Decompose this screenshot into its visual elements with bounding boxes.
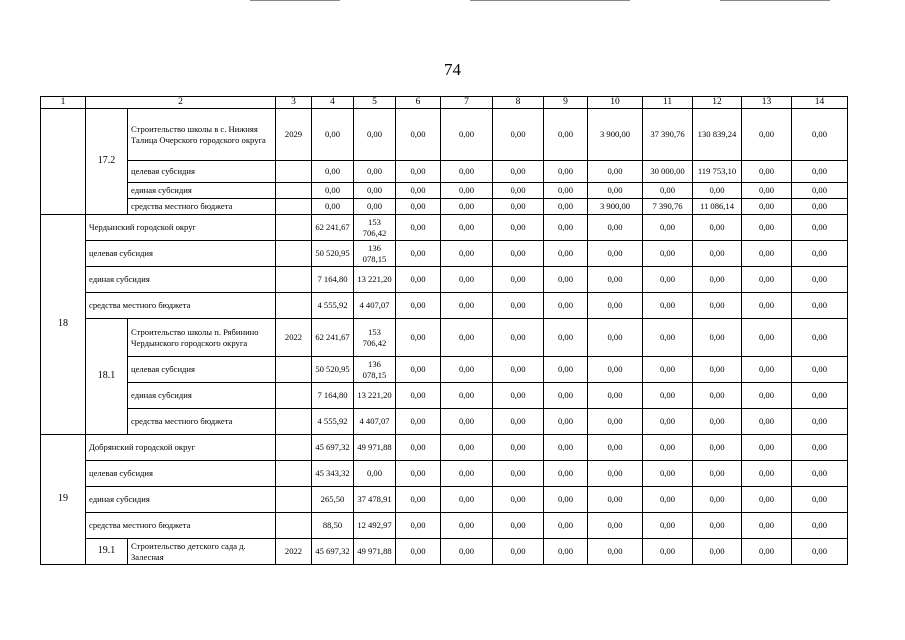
value-cell: 0,00 (544, 267, 588, 293)
value-cell: 0,00 (396, 293, 441, 319)
row-label: единая субсидия (128, 183, 276, 199)
value-cell: 0,00 (544, 161, 588, 183)
value-cell: 0,00 (742, 183, 792, 199)
year-cell: 2029 (276, 109, 312, 161)
value-cell: 136 078,15 (354, 241, 396, 267)
value-cell: 37 390,76 (643, 109, 693, 161)
value-cell: 49 971,88 (354, 435, 396, 461)
value-cell: 0,00 (588, 539, 643, 565)
value-cell: 0,00 (396, 241, 441, 267)
value-cell: 0,00 (544, 319, 588, 357)
value-cell: 0,00 (588, 383, 643, 409)
value-cell: 0,00 (693, 513, 742, 539)
header-cell: 12 (693, 97, 742, 109)
header-cell: 13 (742, 97, 792, 109)
value-cell: 0,00 (693, 319, 742, 357)
value-cell: 0,00 (643, 267, 693, 293)
value-cell: 0,00 (693, 267, 742, 293)
value-cell: 13 221,20 (354, 267, 396, 293)
value-cell: 0,00 (441, 161, 493, 183)
value-cell: 0,00 (792, 357, 848, 383)
value-cell: 0,00 (441, 539, 493, 565)
value-cell: 119 753,10 (693, 161, 742, 183)
value-cell: 62 241,67 (312, 215, 354, 241)
value-cell: 0,00 (792, 161, 848, 183)
object-name: Строительство детского сада д. Залесная (128, 539, 276, 565)
value-cell: 0,00 (493, 357, 544, 383)
value-cell: 0,00 (312, 161, 354, 183)
value-cell: 0,00 (493, 487, 544, 513)
value-cell: 0,00 (693, 409, 742, 435)
value-cell: 0,00 (441, 267, 493, 293)
value-cell: 50 520,95 (312, 241, 354, 267)
table-row (41, 461, 848, 487)
value-cell: 0,00 (693, 293, 742, 319)
value-cell: 0,00 (792, 241, 848, 267)
table-row (41, 409, 848, 435)
value-cell: 0,00 (588, 293, 643, 319)
year-cell (276, 267, 312, 293)
value-cell: 45 697,32 (312, 539, 354, 565)
value-cell: 0,00 (643, 293, 693, 319)
value-cell: 0,00 (493, 183, 544, 199)
value-cell: 0,00 (792, 435, 848, 461)
value-cell: 0,00 (354, 199, 396, 215)
year-cell (276, 487, 312, 513)
value-cell: 0,00 (643, 241, 693, 267)
value-cell: 0,00 (544, 241, 588, 267)
subitem-number: 18.1 (86, 319, 128, 435)
value-cell: 45 697,32 (312, 435, 354, 461)
table-row (41, 513, 848, 539)
row-label: целевая субсидия (86, 461, 276, 487)
value-cell: 7 164,80 (312, 383, 354, 409)
value-cell: 0,00 (396, 109, 441, 161)
table-row (41, 183, 848, 199)
value-cell: 0,00 (792, 109, 848, 161)
value-cell: 0,00 (312, 199, 354, 215)
value-cell: 30 000,00 (643, 161, 693, 183)
value-cell: 0,00 (544, 383, 588, 409)
header-cell: 10 (588, 97, 643, 109)
top-rule-center (470, 0, 630, 1)
value-cell: 0,00 (354, 161, 396, 183)
value-cell: 0,00 (312, 183, 354, 199)
value-cell: 0,00 (493, 241, 544, 267)
table-row (41, 435, 848, 461)
value-cell: 0,00 (544, 109, 588, 161)
value-cell: 0,00 (742, 357, 792, 383)
value-cell: 0,00 (693, 461, 742, 487)
value-cell: 0,00 (742, 461, 792, 487)
value-cell: 0,00 (742, 409, 792, 435)
year-cell (276, 241, 312, 267)
value-cell: 0,00 (544, 293, 588, 319)
value-cell: 88,50 (312, 513, 354, 539)
value-cell: 0,00 (354, 461, 396, 487)
value-cell: 0,00 (354, 183, 396, 199)
value-cell: 0,00 (792, 293, 848, 319)
value-cell: 0,00 (588, 435, 643, 461)
value-cell: 0,00 (544, 357, 588, 383)
value-cell: 4 407,07 (354, 293, 396, 319)
value-cell: 0,00 (643, 487, 693, 513)
value-cell: 0,00 (588, 319, 643, 357)
year-cell: 2022 (276, 539, 312, 565)
year-cell (276, 461, 312, 487)
table-row (41, 161, 848, 183)
value-cell: 0,00 (742, 319, 792, 357)
row-label: средства местного бюджета (128, 199, 276, 215)
value-cell: 0,00 (396, 435, 441, 461)
value-cell: 0,00 (544, 461, 588, 487)
year-cell (276, 435, 312, 461)
value-cell: 136 078,15 (354, 357, 396, 383)
table-row (41, 539, 848, 565)
top-rule-left (250, 0, 340, 1)
value-cell: 0,00 (643, 183, 693, 199)
year-cell (276, 409, 312, 435)
value-cell: 0,00 (441, 199, 493, 215)
value-cell: 0,00 (792, 539, 848, 565)
value-cell: 50 520,95 (312, 357, 354, 383)
empty-number-cell (41, 109, 86, 215)
value-cell: 0,00 (493, 513, 544, 539)
value-cell: 0,00 (693, 539, 742, 565)
value-cell: 0,00 (643, 357, 693, 383)
value-cell: 0,00 (544, 199, 588, 215)
section-number: 19 (41, 435, 86, 565)
table-row (41, 319, 848, 357)
value-cell: 7 390,76 (643, 199, 693, 215)
value-cell: 0,00 (792, 513, 848, 539)
year-cell (276, 513, 312, 539)
value-cell: 0,00 (643, 461, 693, 487)
value-cell: 0,00 (742, 109, 792, 161)
year-cell (276, 161, 312, 183)
value-cell: 0,00 (441, 357, 493, 383)
value-cell: 0,00 (588, 513, 643, 539)
value-cell: 0,00 (493, 199, 544, 215)
value-cell: 0,00 (493, 409, 544, 435)
value-cell: 153 706,42 (354, 319, 396, 357)
value-cell: 0,00 (441, 319, 493, 357)
header-cell: 11 (643, 97, 693, 109)
value-cell: 0,00 (493, 319, 544, 357)
value-cell: 11 086,14 (693, 199, 742, 215)
value-cell: 0,00 (544, 409, 588, 435)
value-cell: 0,00 (396, 409, 441, 435)
value-cell: 0,00 (742, 215, 792, 241)
value-cell: 0,00 (742, 435, 792, 461)
value-cell: 0,00 (544, 183, 588, 199)
value-cell: 0,00 (792, 461, 848, 487)
value-cell: 130 839,24 (693, 109, 742, 161)
value-cell: 0,00 (441, 409, 493, 435)
row-label: целевая субсидия (86, 241, 276, 267)
top-rule-right (720, 0, 830, 1)
value-cell: 0,00 (354, 109, 396, 161)
value-cell: 0,00 (643, 513, 693, 539)
value-cell: 0,00 (693, 183, 742, 199)
value-cell: 0,00 (693, 383, 742, 409)
value-cell: 0,00 (441, 293, 493, 319)
subitem-number: 19.1 (86, 539, 128, 565)
table-row (41, 487, 848, 513)
value-cell: 12 492,97 (354, 513, 396, 539)
year-cell: 2022 (276, 319, 312, 357)
row-label: средства местного бюджета (86, 293, 276, 319)
budget-table (40, 96, 848, 565)
value-cell: 0,00 (643, 409, 693, 435)
value-cell: 0,00 (544, 513, 588, 539)
value-cell: 0,00 (588, 357, 643, 383)
value-cell: 0,00 (643, 383, 693, 409)
section-title: Добрянский городской округ (86, 435, 276, 461)
value-cell: 0,00 (396, 183, 441, 199)
value-cell: 0,00 (792, 319, 848, 357)
value-cell: 265,50 (312, 487, 354, 513)
header-cell: 1 (41, 97, 86, 109)
table-row (41, 199, 848, 215)
value-cell: 0,00 (493, 539, 544, 565)
value-cell: 49 971,88 (354, 539, 396, 565)
header-row (41, 97, 848, 109)
value-cell: 0,00 (396, 215, 441, 241)
value-cell: 0,00 (396, 383, 441, 409)
value-cell: 0,00 (396, 357, 441, 383)
object-name: Строительство школы п. Рябинино Чердынского городского округа (128, 319, 276, 357)
value-cell: 0,00 (493, 293, 544, 319)
value-cell: 0,00 (643, 539, 693, 565)
value-cell: 0,00 (493, 461, 544, 487)
value-cell: 0,00 (742, 267, 792, 293)
value-cell: 0,00 (396, 513, 441, 539)
header-cell: 8 (493, 97, 544, 109)
value-cell: 4 555,92 (312, 409, 354, 435)
value-cell: 3 900,00 (588, 109, 643, 161)
value-cell: 0,00 (742, 383, 792, 409)
value-cell: 0,00 (396, 161, 441, 183)
value-cell: 0,00 (493, 161, 544, 183)
header-cell: 7 (441, 97, 493, 109)
header-cell: 14 (792, 97, 848, 109)
value-cell: 0,00 (742, 293, 792, 319)
header-cell: 6 (396, 97, 441, 109)
value-cell: 13 221,20 (354, 383, 396, 409)
value-cell: 0,00 (396, 319, 441, 357)
value-cell: 0,00 (693, 487, 742, 513)
year-cell (276, 183, 312, 199)
row-label: единая субсидия (86, 267, 276, 293)
value-cell: 0,00 (742, 539, 792, 565)
value-cell: 0,00 (792, 383, 848, 409)
value-cell: 0,00 (544, 539, 588, 565)
value-cell: 0,00 (742, 487, 792, 513)
value-cell: 0,00 (742, 241, 792, 267)
year-cell (276, 357, 312, 383)
value-cell: 0,00 (396, 487, 441, 513)
row-label: целевая субсидия (128, 161, 276, 183)
value-cell: 0,00 (742, 161, 792, 183)
value-cell: 0,00 (441, 241, 493, 267)
value-cell: 0,00 (588, 215, 643, 241)
value-cell: 0,00 (493, 383, 544, 409)
row-label: средства местного бюджета (128, 409, 276, 435)
value-cell: 0,00 (441, 487, 493, 513)
section-title: Чердынский городской округ (86, 215, 276, 241)
value-cell: 0,00 (588, 161, 643, 183)
value-cell: 0,00 (643, 319, 693, 357)
value-cell: 0,00 (693, 241, 742, 267)
value-cell: 0,00 (643, 215, 693, 241)
value-cell: 0,00 (396, 199, 441, 215)
value-cell: 0,00 (588, 183, 643, 199)
table-row (41, 109, 848, 161)
value-cell: 62 241,67 (312, 319, 354, 357)
value-cell: 0,00 (441, 461, 493, 487)
value-cell: 0,00 (493, 435, 544, 461)
value-cell: 0,00 (441, 513, 493, 539)
table-row (41, 357, 848, 383)
value-cell: 0,00 (792, 267, 848, 293)
table-row (41, 293, 848, 319)
value-cell: 0,00 (693, 435, 742, 461)
value-cell: 0,00 (792, 487, 848, 513)
value-cell: 0,00 (441, 183, 493, 199)
page-number: 74 (444, 60, 461, 79)
value-cell: 37 478,91 (354, 487, 396, 513)
value-cell: 0,00 (742, 513, 792, 539)
object-name: Строительство школы в с. Нижняя Талица Очерского городского округа (128, 109, 276, 161)
table-row (41, 267, 848, 293)
value-cell: 0,00 (742, 199, 792, 215)
value-cell: 153 706,42 (354, 215, 396, 241)
header-cell: 4 (312, 97, 354, 109)
value-cell: 45 343,32 (312, 461, 354, 487)
value-cell: 0,00 (588, 267, 643, 293)
value-cell: 0,00 (792, 199, 848, 215)
value-cell: 0,00 (441, 383, 493, 409)
value-cell: 0,00 (396, 461, 441, 487)
year-cell (276, 199, 312, 215)
year-cell (276, 215, 312, 241)
table-row (41, 241, 848, 267)
value-cell: 0,00 (643, 435, 693, 461)
year-cell (276, 383, 312, 409)
value-cell: 0,00 (493, 109, 544, 161)
value-cell: 0,00 (544, 215, 588, 241)
section-number: 18 (41, 215, 86, 435)
value-cell: 4 407,07 (354, 409, 396, 435)
value-cell: 0,00 (588, 241, 643, 267)
header-cell: 5 (354, 97, 396, 109)
header-cell: 3 (276, 97, 312, 109)
value-cell: 7 164,80 (312, 267, 354, 293)
year-cell (276, 293, 312, 319)
value-cell: 3 900,00 (588, 199, 643, 215)
header-cell: 2 (86, 97, 276, 109)
value-cell: 0,00 (396, 539, 441, 565)
row-label: целевая субсидия (128, 357, 276, 383)
value-cell: 0,00 (441, 109, 493, 161)
value-cell: 0,00 (396, 267, 441, 293)
value-cell: 0,00 (792, 409, 848, 435)
row-label: единая субсидия (128, 383, 276, 409)
value-cell: 0,00 (544, 435, 588, 461)
value-cell: 0,00 (792, 215, 848, 241)
value-cell: 0,00 (544, 487, 588, 513)
value-cell: 0,00 (588, 409, 643, 435)
table-row (41, 383, 848, 409)
value-cell: 0,00 (693, 215, 742, 241)
row-label: единая субсидия (86, 487, 276, 513)
header-cell: 9 (544, 97, 588, 109)
value-cell: 0,00 (493, 267, 544, 293)
value-cell: 0,00 (441, 435, 493, 461)
value-cell: 0,00 (588, 461, 643, 487)
value-cell: 4 555,92 (312, 293, 354, 319)
value-cell: 0,00 (588, 487, 643, 513)
row-label: средства местного бюджета (86, 513, 276, 539)
value-cell: 0,00 (693, 357, 742, 383)
value-cell: 0,00 (792, 183, 848, 199)
subitem-number: 17.2 (86, 109, 128, 215)
value-cell: 0,00 (441, 215, 493, 241)
value-cell: 0,00 (493, 215, 544, 241)
table-row (41, 215, 848, 241)
value-cell: 0,00 (312, 109, 354, 161)
